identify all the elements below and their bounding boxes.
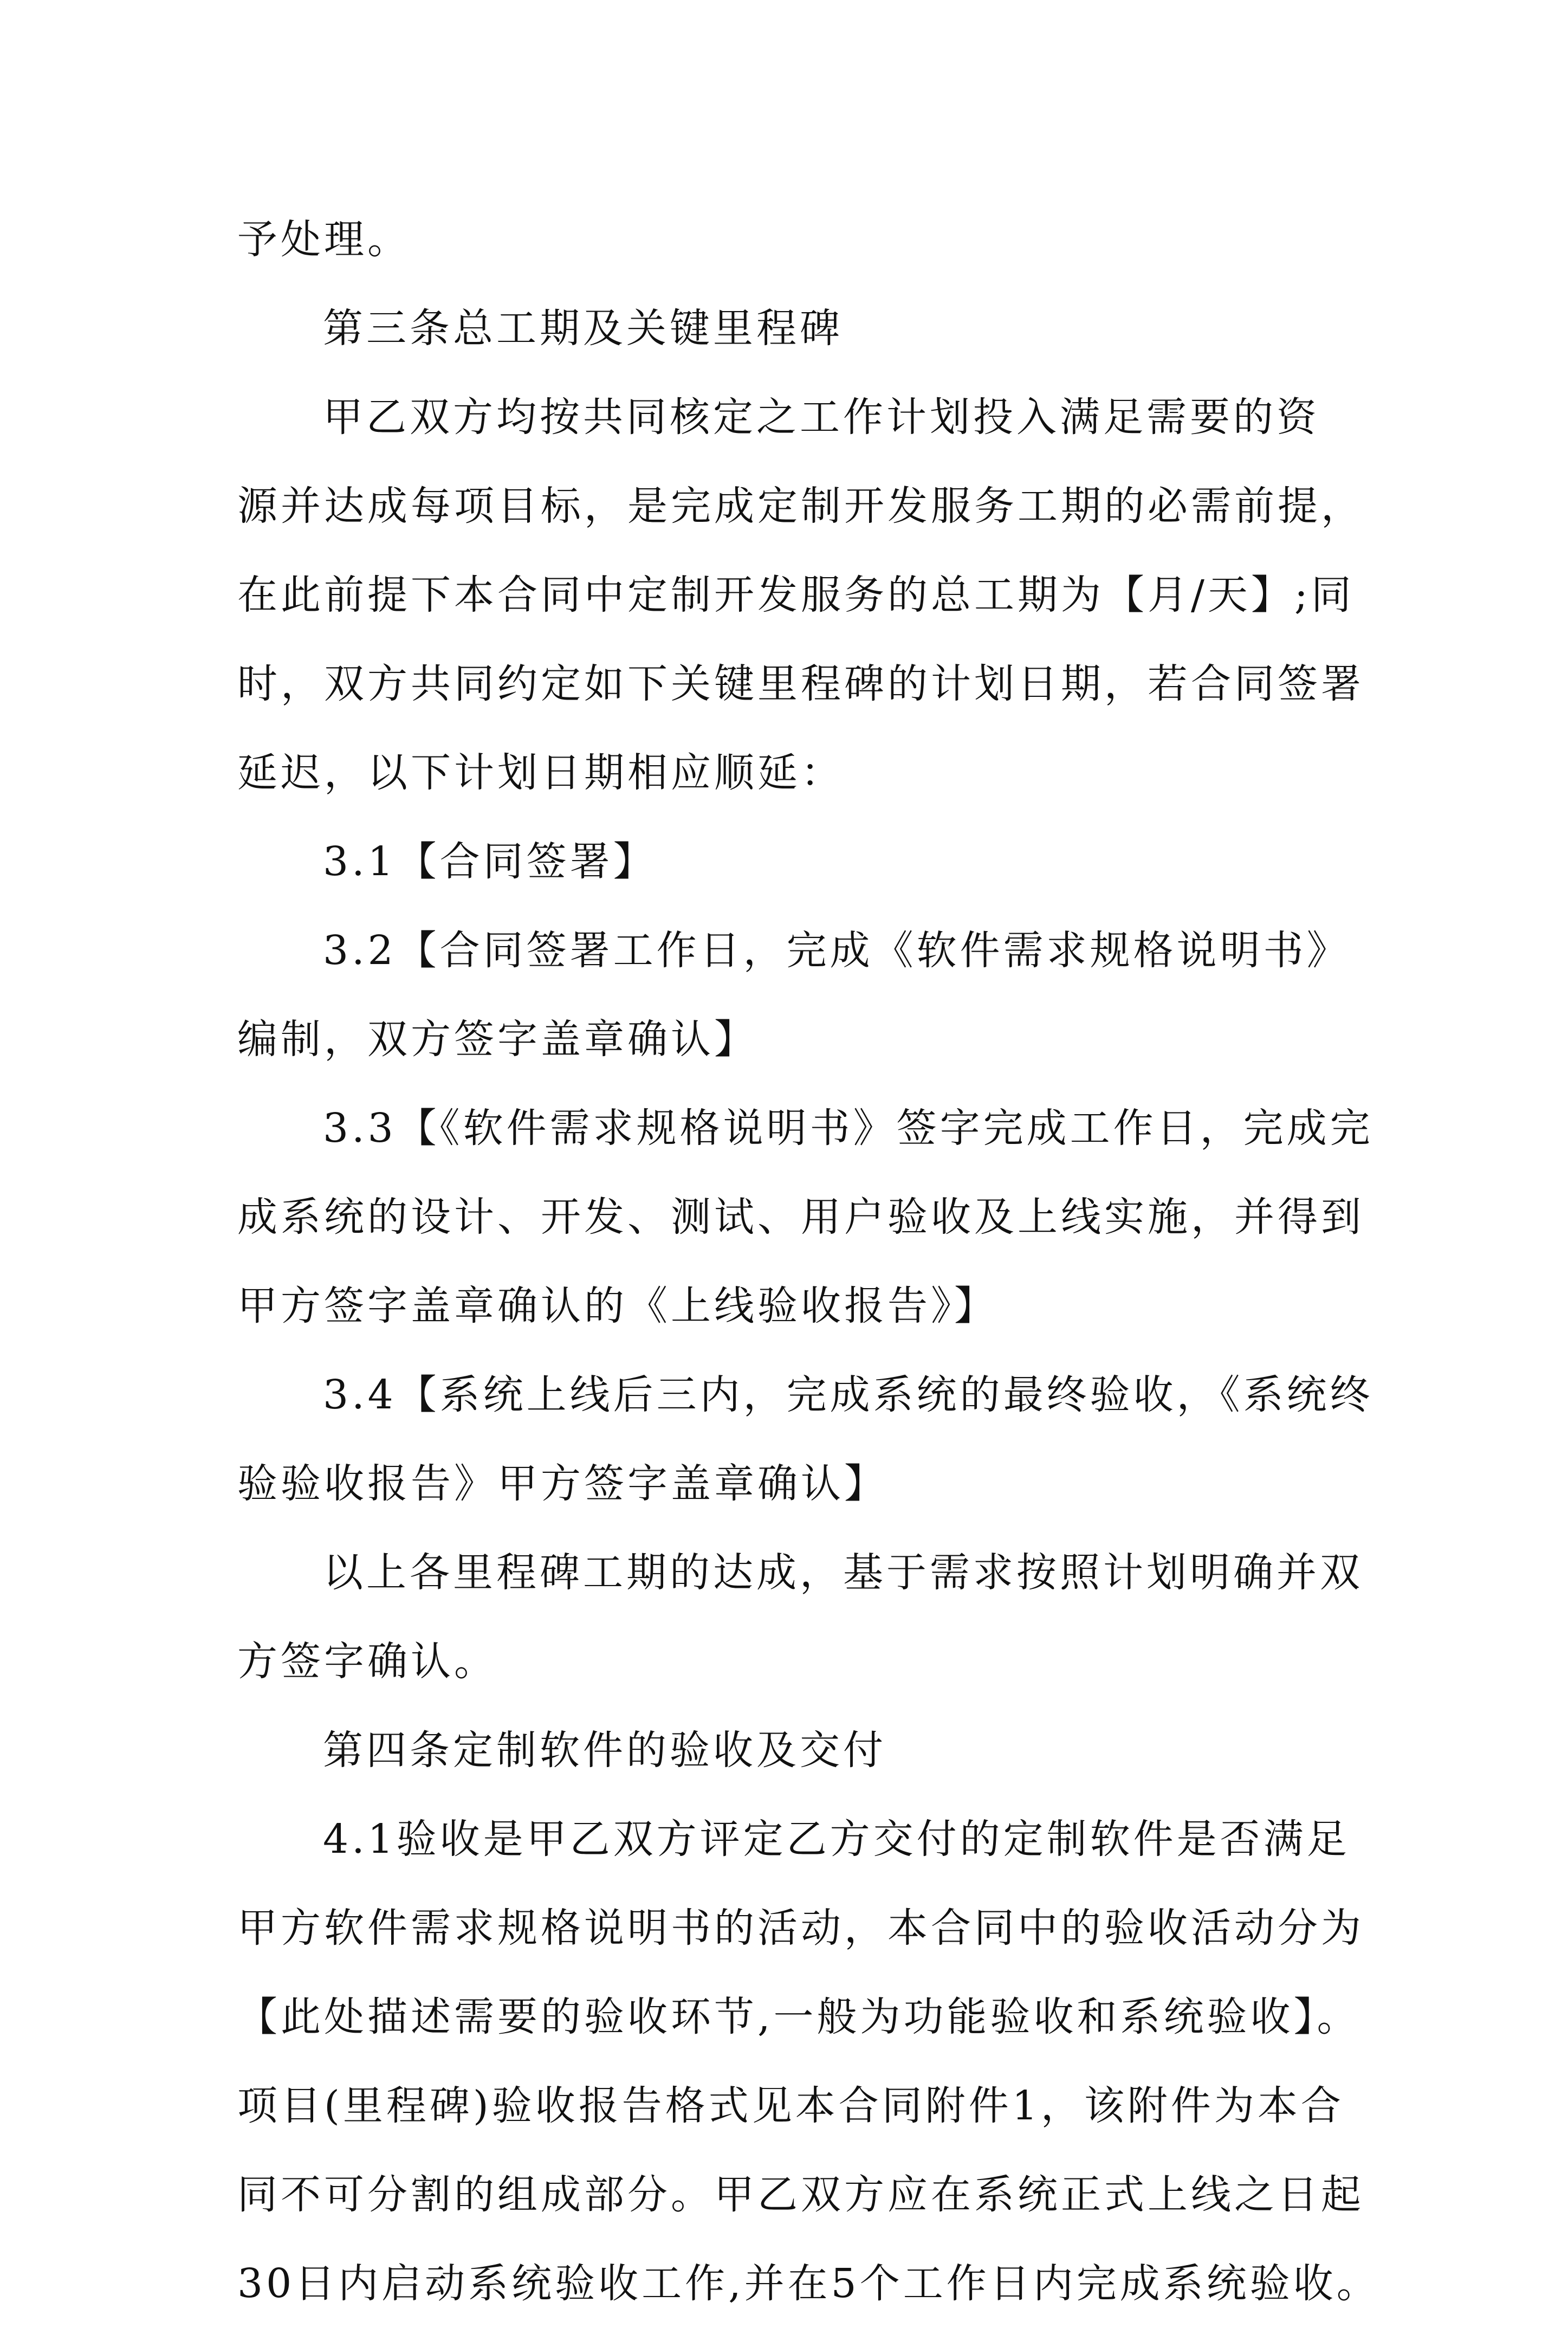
- clause-item: 3.1【合同签署】: [323, 838, 657, 885]
- text-line: 延迟，以下计划日期相应顺延：: [237, 749, 844, 796]
- text-line: 在此前提下本合同中定制开发服务的总工期为【月/天】;同: [237, 572, 1355, 618]
- clause-item: 3.3【《软件需求规格说明书》签字完成工作日，完成完: [323, 1105, 1373, 1152]
- text-line: 方签字确认。: [237, 1638, 497, 1685]
- text-line: 源并达成每项目标，是完成定制开发服务工期的必需前提，: [237, 483, 1364, 529]
- text-line: 验验收报告》甲方签字盖章确认】: [237, 1460, 887, 1507]
- text-line: 甲方签字盖章确认的《上线验收报告》】: [237, 1283, 997, 1329]
- text-line: 甲乙双方均按共同核定之工作计划投入满足需要的资: [323, 394, 1320, 441]
- text-line: 30日内启动系统验收工作,并在5个工作日内完成系统验收。: [237, 2260, 1380, 2307]
- text-line: 同不可分割的组成部分。甲乙双方应在系统正式上线之日起: [237, 2171, 1364, 2218]
- text-line: 【此处描述需要的验收环节,一般为功能验收和系统验收】。: [237, 1994, 1360, 2040]
- text-line: 项目(里程碑)验收报告格式见本合同附件1，该附件为本合: [237, 2083, 1344, 2129]
- text-line: 以上各里程碑工期的达成，基于需求按照计划明确并双: [323, 1549, 1363, 1596]
- clause-item: 3.4【系统上线后三内，完成系统的最终验收，《系统终: [323, 1372, 1373, 1418]
- text-line: 予处理。: [237, 216, 411, 263]
- document-body: [237, 195, 1380, 2328]
- text-line: 成系统的设计、开发、测试、用户验收及上线实施，并得到: [237, 1194, 1364, 1240]
- section-heading: 第三条总工期及关键里程碑: [323, 305, 843, 352]
- text-line: 时，双方共同约定如下关键里程碑的计划日期，若合同签署: [237, 661, 1364, 707]
- clause-item: 4.1验收是甲乙双方评定乙方交付的定制软件是否满足: [323, 1816, 1350, 1863]
- text-line: 编制，双方签字盖章确认】: [237, 1016, 757, 1063]
- section-heading: 第四条定制软件的验收及交付: [323, 1727, 886, 1774]
- clause-item: 3.2【合同签署工作日，完成《软件需求规格说明书》: [323, 927, 1350, 974]
- text-line: 甲方软件需求规格说明书的活动，本合同中的验收活动分为: [237, 1905, 1364, 1951]
